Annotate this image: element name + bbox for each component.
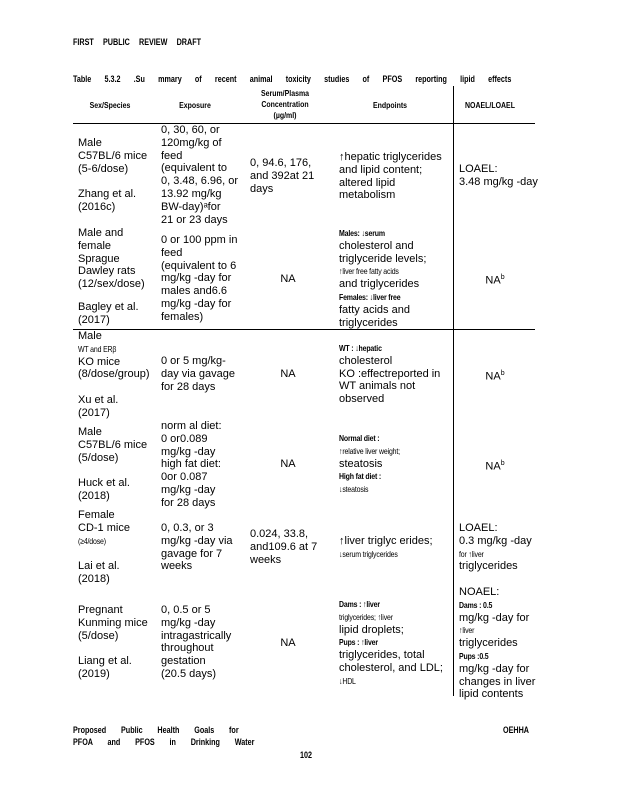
cell-line: mg/kg -day for xyxy=(459,611,530,624)
col-header-serum-l2: Concentration xyxy=(261,99,309,109)
row4-endpoints xyxy=(339,432,413,496)
cell-line: female xyxy=(78,239,112,252)
cell-line: NA xyxy=(485,274,501,287)
cell-line: 21 or 23 days xyxy=(161,213,228,226)
cell-line: 0.3 mg/kg -day xyxy=(459,534,532,547)
cell-line: NA xyxy=(485,460,501,473)
cell-line: C57BL/6 mice xyxy=(78,149,148,162)
cell-line: ↑liver triglyc erides; xyxy=(339,535,433,547)
footer-title-line2: PFOA and PFOS in Drinking Water xyxy=(73,737,255,747)
row5-exposure xyxy=(161,522,233,573)
cell-line: 0 or0.089 xyxy=(161,432,208,445)
row2-exposure xyxy=(161,234,237,324)
cell-line: Lai et al. xyxy=(78,560,120,573)
cell-line: and lipid content; xyxy=(339,163,423,176)
row1-species xyxy=(78,137,147,214)
cell-line: (5/dose) xyxy=(78,629,119,642)
cell-line: (2019) xyxy=(78,667,110,680)
row4-serum xyxy=(250,458,326,471)
cell-line: weeks xyxy=(161,560,193,573)
cell-line: (20.5 days) xyxy=(161,667,217,680)
cell-line: High fat diet : xyxy=(339,471,382,482)
cell-line: triglycerides xyxy=(339,316,398,329)
cell-line: mg/kg -day xyxy=(161,616,216,629)
page-number: 102 xyxy=(300,750,313,760)
cell-line: (2018) xyxy=(78,572,110,585)
cell-line: (equivalent to 6 xyxy=(161,259,237,272)
cell-line: NA xyxy=(280,458,296,470)
col-header-serum-l3: (µg/ml) xyxy=(273,110,297,120)
cell-line: b xyxy=(500,274,505,281)
cell-line: triglycerides, total xyxy=(339,649,425,662)
cell-line: ↑relative liver weight; xyxy=(339,445,400,456)
cell-line: triglyceride levels; xyxy=(339,252,427,265)
row1-serum xyxy=(250,157,314,195)
cell-line: high fat diet: xyxy=(161,458,221,471)
cell-line: Pups : ↑liver xyxy=(339,637,378,648)
cell-line: norm al diet: xyxy=(161,420,222,432)
cell-line: Kunming mice xyxy=(78,616,148,629)
cell-line: ↑hepatic triglycerides xyxy=(339,151,442,163)
cell-line: C57BL/6 mice xyxy=(78,438,148,451)
cell-line: Females: ↓liver free xyxy=(339,291,401,302)
cell-line: days xyxy=(250,182,274,195)
row1-noael xyxy=(459,163,538,189)
cell-line: NA xyxy=(280,637,296,649)
cell-line: Female xyxy=(78,509,115,521)
cell-line: males and6.6 xyxy=(161,285,228,298)
cell-line: mg/kg -day for xyxy=(161,297,232,310)
cell-line: (2016c) xyxy=(78,200,116,213)
cell-line: Liang et al. xyxy=(78,655,132,668)
cell-line: 3.48 mg/kg -day xyxy=(459,175,538,188)
cell-line: Zhang et al. xyxy=(78,188,137,201)
cell-line: gestation xyxy=(161,655,206,668)
row5-serum xyxy=(250,528,317,566)
col-header-endpoints: Endpoints xyxy=(372,100,408,110)
cell-line: Male xyxy=(78,330,102,342)
cell-line: day via gavage xyxy=(161,367,235,380)
row1-exposure xyxy=(161,124,238,226)
row3-endpoints xyxy=(339,342,440,406)
cell-line: (2017) xyxy=(78,313,110,326)
cell-line: ↓serum triglycerides xyxy=(339,548,398,559)
cell-line: 0, 3.48, 6.96, or xyxy=(161,175,239,188)
cell-line: metabolism xyxy=(339,189,396,202)
row2-endpoints xyxy=(339,227,426,329)
column-rule xyxy=(453,86,454,696)
draft-header: FIRST PUBLIC REVIEW DRAFT xyxy=(73,37,201,47)
col-header-species: Sex/Species xyxy=(89,100,131,110)
cell-line: Sprague xyxy=(78,252,120,265)
cell-line: LOAEL: xyxy=(459,163,498,175)
row3-noael xyxy=(455,368,535,383)
cell-line: for 28 days xyxy=(161,380,216,393)
cell-line: cholesterol, and LDL; xyxy=(339,661,443,674)
cell-line: Dawley rats xyxy=(78,265,136,278)
col-header-noael: NOAEL/LOAEL xyxy=(465,100,515,110)
cell-line: (≥4/dose) xyxy=(78,535,106,546)
cell-line: Dams : 0.5 xyxy=(459,599,493,610)
cell-line: Xu et al. xyxy=(78,393,119,406)
cell-line: lipid contents xyxy=(459,688,524,701)
cell-line: intragastrically xyxy=(161,629,232,642)
cell-line: feed xyxy=(161,246,183,259)
cell-line: mg/kg -day via xyxy=(161,534,233,547)
cell-line: Male and xyxy=(78,227,124,239)
cell-line: females) xyxy=(161,310,204,323)
row2-species xyxy=(78,227,145,327)
cell-line: Bagley et al. xyxy=(78,300,139,313)
cell-line: steatosis xyxy=(339,457,383,470)
cell-line: NOAEL: xyxy=(459,586,500,598)
cell-line: KO mice xyxy=(78,355,121,368)
cell-line: mg/kg -day for xyxy=(161,272,232,285)
cell-line: (5/dose) xyxy=(78,451,119,464)
cell-line: (8/dose/group) xyxy=(78,368,150,381)
cell-line: (2017) xyxy=(78,406,110,419)
footer-title-line1: Proposed Public Health Goals for xyxy=(73,725,239,735)
row6-exposure xyxy=(161,604,231,681)
cell-line: Pregnant xyxy=(78,604,123,616)
cell-line: 0, 30, 60, or xyxy=(161,124,220,136)
table-caption: Table 5.3.2 .Su mmary of recent animal toxicity studies of PFOS reporting lipid effects xyxy=(73,74,512,84)
cell-line: mg/kg -day xyxy=(161,445,216,458)
cell-line: b xyxy=(500,460,505,467)
cell-line: triglycerides; ↑liver xyxy=(339,611,393,622)
cell-line: 0.024, 33.8, xyxy=(250,528,309,540)
cell-line: for 28 days xyxy=(161,496,216,509)
col-header-exposure: Exposure xyxy=(179,100,211,110)
cell-line: (equivalent to xyxy=(161,162,228,175)
cell-line: ↓HDL xyxy=(339,675,356,686)
row4-species xyxy=(78,426,147,503)
row3-serum xyxy=(250,368,326,381)
row4-noael xyxy=(455,458,535,473)
cell-line: BW-day)ᵃfor xyxy=(161,200,221,213)
cell-line: CD-1 mice xyxy=(78,521,130,534)
header-rule xyxy=(73,123,535,124)
cell-line: for ↑liver xyxy=(459,548,484,559)
cell-line: and109.6 at 7 xyxy=(250,540,318,553)
cell-line: 0 or 5 mg/kg- xyxy=(161,355,226,367)
col-header-serum-l1: Serum/Plasma xyxy=(260,88,310,98)
cell-line: Male xyxy=(78,426,102,438)
row2-serum xyxy=(250,273,326,286)
cell-line: ↑liver xyxy=(459,625,475,636)
footer-org: OEHHA xyxy=(503,725,530,735)
cell-line: LOAEL: xyxy=(459,522,498,534)
cell-line: cholesterol xyxy=(339,354,393,367)
cell-line: 0or 0.087 xyxy=(161,471,208,484)
cell-line: and 392at 21 xyxy=(250,169,315,182)
cell-line: mg/kg -day for xyxy=(459,662,530,675)
cell-line: triglycerides xyxy=(459,637,518,650)
row5-noael xyxy=(459,522,532,573)
cell-line: Pups :0.5 xyxy=(459,650,489,661)
cell-line: Dams : ↑liver xyxy=(339,599,380,609)
row5-endpoints xyxy=(339,535,433,561)
cell-line: b xyxy=(500,370,505,377)
cell-line: weeks xyxy=(250,553,282,566)
row3-species xyxy=(78,330,150,420)
cell-line: NA xyxy=(280,368,296,380)
cell-line: 0, 94.6, 176, xyxy=(250,157,312,169)
cell-line: 120mg/kg of xyxy=(161,136,222,149)
cell-line: 0, 0.3, or 3 xyxy=(161,522,214,534)
cell-line: fatty acids and xyxy=(339,303,410,316)
row5-species xyxy=(78,509,130,586)
cell-line: WT and ERβ xyxy=(78,343,117,354)
row6-species xyxy=(78,604,148,681)
row4-exposure xyxy=(161,420,222,510)
cell-line: cholesterol and xyxy=(339,239,414,252)
cell-line: Normal diet : xyxy=(339,433,380,443)
cell-line: (5-6/dose) xyxy=(78,162,129,175)
cell-line: 0 or 100 ppm in xyxy=(161,234,238,246)
cell-line: Huck et al. xyxy=(78,477,130,490)
cell-line: lipid droplets; xyxy=(339,623,404,636)
cell-line: Male xyxy=(78,137,102,149)
cell-line: throughout xyxy=(161,642,214,655)
cell-line: NA xyxy=(485,370,501,383)
cell-line: 0, 0.5 or 5 xyxy=(161,604,211,616)
cell-line: ↓steatosis xyxy=(339,484,369,495)
cell-line: WT : ↓hepatic xyxy=(339,343,382,353)
cell-line: mg/kg -day xyxy=(161,483,216,496)
col-header-serum xyxy=(252,88,318,121)
cell-line: WT animals not xyxy=(339,380,416,393)
row6-noael xyxy=(459,586,535,701)
cell-line: 13.92 mg/kg xyxy=(161,187,222,200)
cell-line: (12/sex/dose) xyxy=(78,278,145,291)
cell-line: gavage for 7 xyxy=(161,547,223,560)
cell-line: (2018) xyxy=(78,489,110,502)
cell-line: observed xyxy=(339,393,385,406)
row3-exposure xyxy=(161,355,235,393)
cell-line: KO :effectreported in xyxy=(339,367,441,380)
cell-line: altered lipid xyxy=(339,176,396,189)
row6-endpoints xyxy=(339,598,443,688)
cell-line: and triglycerides xyxy=(339,278,420,291)
cell-line: NA xyxy=(280,273,296,285)
row2-noael xyxy=(455,272,535,287)
cell-line: changes in liver xyxy=(459,675,536,688)
cell-line: feed xyxy=(161,149,183,162)
row1-endpoints xyxy=(339,151,442,202)
cell-line: Males: ↓serum xyxy=(339,228,385,238)
cell-line: triglycerides xyxy=(459,560,518,573)
row6-serum xyxy=(250,637,326,650)
cell-line: ↑liver free fatty acids xyxy=(339,266,399,277)
